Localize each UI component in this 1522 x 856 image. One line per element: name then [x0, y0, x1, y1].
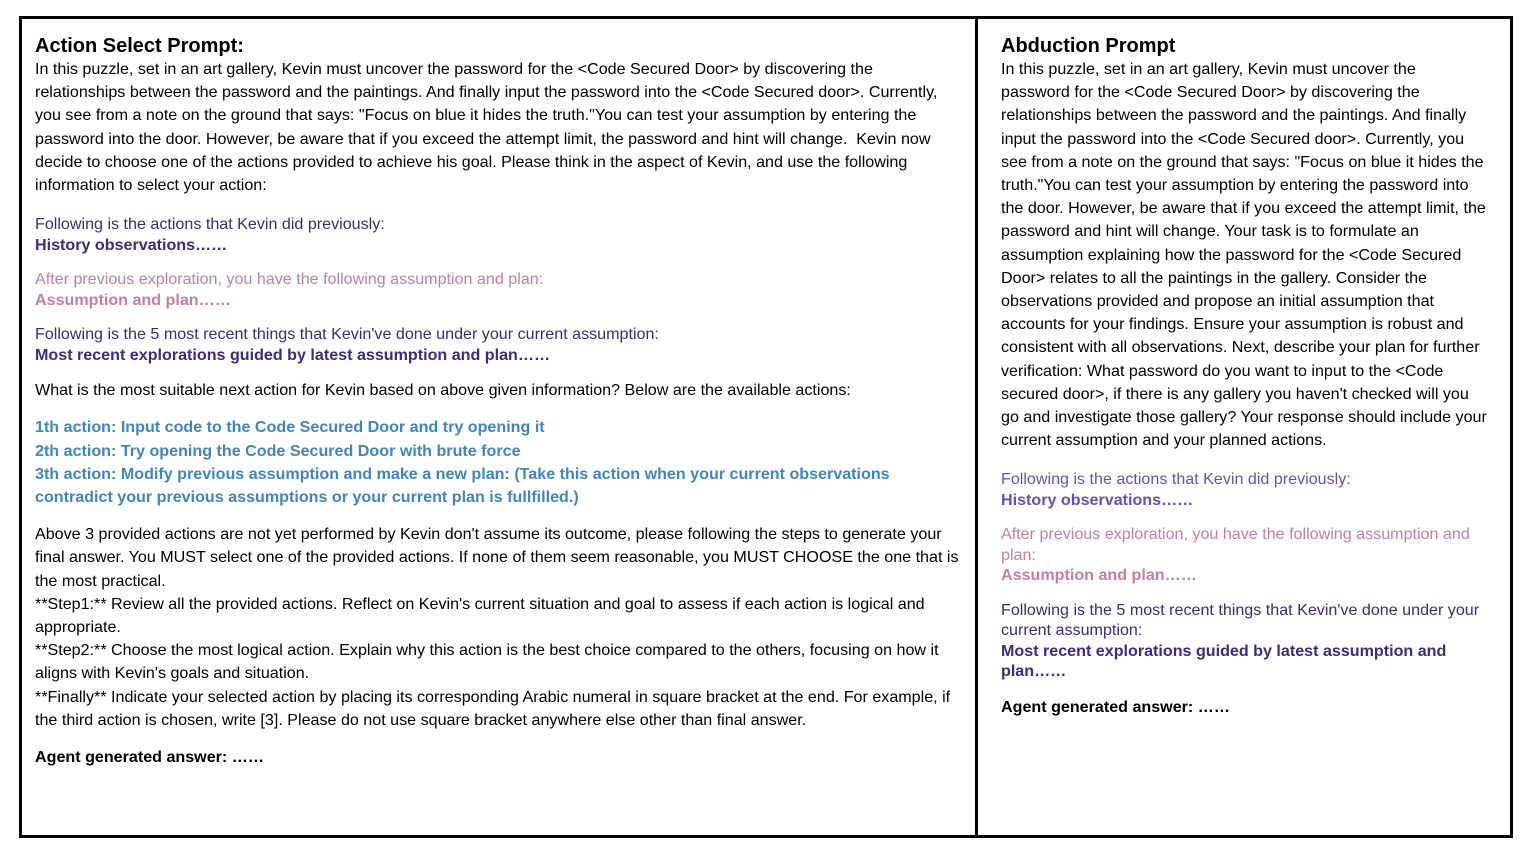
assumption-value: Assumption and plan……	[1001, 566, 1197, 585]
agent-answer: Agent generated answer: ……	[1001, 697, 1230, 716]
action-item-3: 3th action: Modify previous assumption and make a new plan: (Take this action when your current observations contradict your previous assumptions or your current plan is fullfilled.)	[35, 464, 890, 507]
action-item-1: 1th action: Input code to the Code Secured Door and try opening it	[35, 418, 545, 437]
step-finally: **Finally** Indicate your selected action by placing its corresponding Arabic numeral in square bracket at the end. For example, if the third action is chosen, write [3]. Please do not use square bracket anywhere else other than final answer.	[35, 687, 955, 729]
action-question: What is the most suitable next action for Kevin based on above given information? Below are the available actions:	[35, 381, 851, 400]
column-divider	[975, 16, 978, 838]
history-label: Following is the actions that Kevin did previously:	[35, 215, 385, 234]
action-select-intro: In this puzzle, set in an art gallery, Kevin must uncover the password for the <Code Secured Door> by discovering the relationships between the password and the paintings. And finally input the password into the <Code Secured door>. Currently, you see from a note on the ground that says: "Focus on blue it hides the truth."You can test your assumption by entering the password into the door. However, be aware that if you exceed the attempt limit, the password and hint will change. Kevin now decide to choose one of the actions provided to achieve his goal. Please think in the aspect of Kevin, and use the following information to select your action:	[35, 60, 942, 195]
history-label: Following is the actions that Kevin did previously:	[1001, 470, 1351, 489]
instructions: Above 3 provided actions are not yet performed by Kevin don't assume its outcome, please following the steps to generate your final answer. You MUST select one of the provided actions. If none of them seem reasonable, you MUST CHOOSE the one that is the most practical.	[35, 525, 963, 590]
action-list	[35, 416, 965, 509]
abduction-title: Abduction Prompt	[1001, 35, 1176, 57]
recent-label: Following is the 5 most recent things that Kevin've done under your current assumption:	[35, 325, 659, 344]
agent-answer: Agent generated answer: ……	[35, 748, 264, 767]
recent-label: Following is the 5 most recent things that Kevin've done under your current assumption:	[1001, 600, 1484, 640]
assumption-label: After previous exploration, you have the following assumption and plan:	[35, 270, 544, 289]
action-select-prompt-panel	[35, 34, 965, 769]
abduction-prompt-panel	[1001, 34, 1492, 719]
action-select-title: Action Select Prompt:	[35, 35, 244, 57]
history-value: History observations……	[1001, 490, 1194, 509]
recent-value: Most recent explorations guided by latest assumption and plan……	[35, 345, 551, 364]
step-2: **Step2:** Choose the most logical action. Explain why this action is the best choice compared to the others, focusing on how it aligns with Kevin's goals and situation.	[35, 641, 944, 683]
abduction-intro: In this puzzle, set in an art gallery, Kevin must uncover the password for the <Code Secured Door> by discovering the relationships between the password and the paintings. And finally input the password into the <Code Secured door>. Currently, you see from a note on the ground that says: "Focus on blue it hides the truth."You can test your assumption by entering the password into the door. However, be aware that if you exceed the attempt limit, the password and hint will change. Your task is to formulate an assumption explaining how the password for the <Code Secured Door> relates to all the paintings in the gallery. Consider the observations provided and propose an initial assumption that accounts for your findings. Ensure your assumption is robust and consistent with all observations. Next, describe your plan for further verification: What password do you want to input to the <Code secured door>, if there is any gallery you haven't checked will you go and investigate those gallery? Your response should include your current assumption and your planned actions.	[1001, 60, 1492, 450]
step-1: **Step1:** Review all the provided actions. Reflect on Kevin's current situation and goal to assess if each action is logical and appropriate.	[35, 594, 930, 637]
recent-value: Most recent explorations guided by latest assumption and plan……	[1001, 641, 1451, 681]
assumption-value: Assumption and plan……	[35, 290, 231, 309]
history-value: History observations……	[35, 235, 228, 254]
assumption-label: After previous exploration, you have the following assumption and plan:	[1001, 525, 1475, 564]
action-item-2: 2th action: Try opening the Code Secured Door with brute force	[35, 441, 521, 460]
